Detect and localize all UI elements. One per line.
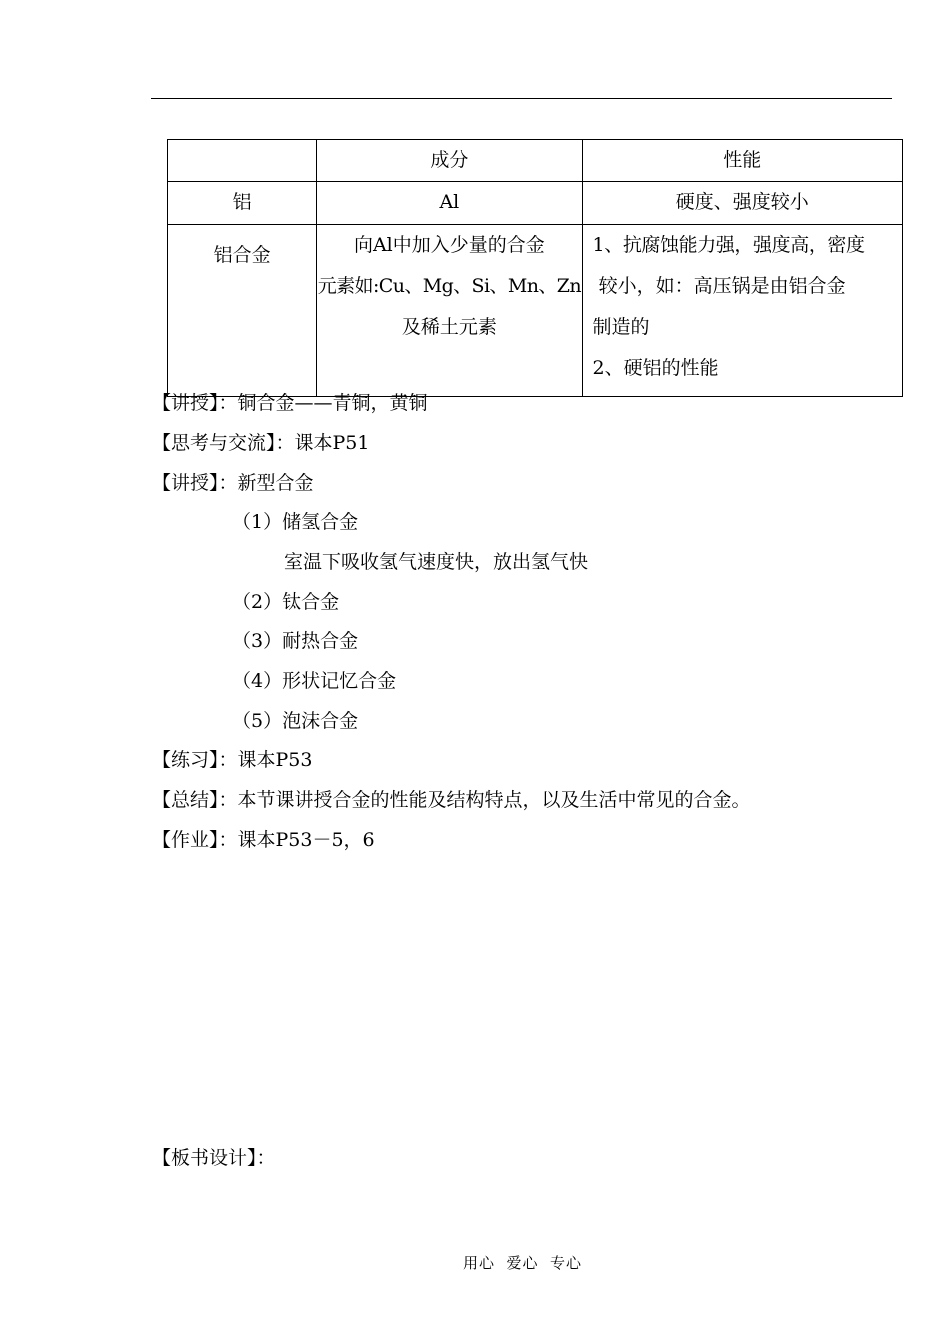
properties-line: 2、硬铝的性能 (592, 357, 719, 379)
row-composition-aluminum: Al (317, 182, 582, 225)
properties-line: 1、抗腐蚀能力强，强度高，密度 (592, 234, 865, 256)
row-name-aluminum-alloy: 铝合金 (168, 225, 317, 397)
row-name-aluminum: 铝 (168, 182, 317, 225)
header-cell-properties: 性能 (582, 140, 902, 182)
row-properties-aluminum-alloy (582, 225, 902, 397)
lecture-new-alloys: 【讲授】：新型合金 (152, 472, 314, 494)
header-cell-empty (168, 140, 317, 182)
table-row (168, 182, 903, 225)
header-cell-composition: 成分 (317, 140, 582, 182)
exercise-textbook-p53: 【练习】：课本P53 (152, 749, 313, 771)
hydrogen-storage-description: 室温下吸收氢气速度快，放出氢气快 (284, 551, 589, 573)
list-item-titanium-alloy: （2）钛合金 (232, 591, 340, 613)
list-item-hydrogen-storage-alloy: （1）储氢合金 (232, 511, 359, 533)
composition-line: 元素如:Cu、Mg、Si、Mn、Zn (317, 275, 581, 297)
list-item-shape-memory-alloy: （4）形状记忆合金 (232, 670, 397, 692)
row-properties-aluminum: 硬度、强度较小 (582, 182, 902, 225)
table-row (168, 225, 903, 397)
alloy-comparison-table (167, 139, 903, 397)
blackboard-design-heading: 【板书设计】： (152, 1147, 276, 1169)
header-rule (151, 98, 892, 99)
discussion-textbook-p51: 【思考与交流】：课本P51 (152, 432, 370, 454)
list-item-foam-alloy: （5）泡沫合金 (232, 710, 359, 732)
composition-line: 及稀土元素 (401, 316, 497, 338)
summary-line: 【总结】：本节课讲授合金的性能及结构特点，以及生活中常见的合金。 (152, 789, 751, 811)
page-footer: 用心 爱心 专心 (462, 1254, 583, 1272)
row-composition-aluminum-alloy (317, 225, 582, 397)
table-header-row (168, 140, 903, 182)
composition-line: 向Al中加入少量的合金 (353, 234, 545, 256)
list-item-heat-resistant-alloy: （3）耐热合金 (232, 630, 359, 652)
properties-line: 制造的 (592, 316, 650, 338)
properties-line: 较小，如：高压锅是由铝合金 (592, 275, 846, 297)
lecture-copper-alloy: 【讲授】：铜合金——青铜，黄铜 (152, 392, 428, 414)
homework-line: 【作业】：课本P53－5，6 (152, 829, 375, 851)
